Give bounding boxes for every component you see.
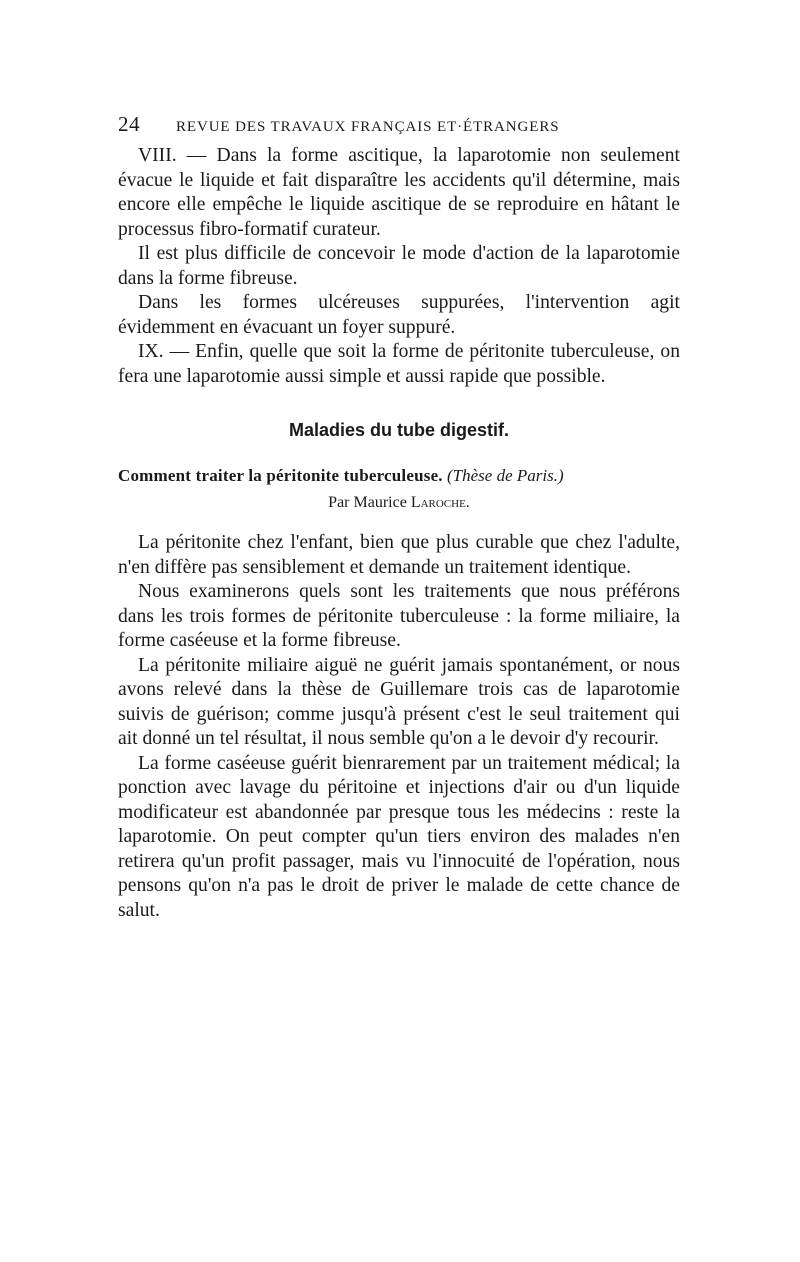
paragraph-child-peritonitis: La péritonite chez l'enfant, bien que plus curable que chez l'adulte, n'en diffère pas sensiblement et demande un traitement identique. [118,532,680,578]
author-name: Laroche. [410,494,470,511]
paragraph-three-forms: Nous examinerons quels sont les traitements que nous préférons dans les trois formes de péritonite tuberculeuse : la forme miliaire, la forme caséeuse et la forme fibreuse. [118,581,680,651]
running-title: REVUE DES TRAVAUX FRANÇAIS ET·ÉTRANGERS [176,119,560,135]
paragraph-ulcerous-forms: Dans les formes ulcéreuses suppurées, l'intervention agit évidemment en évacuant un foyer suppuré. [118,292,680,338]
paragraph-ix-conclusion: IX. — Enfin, quelle que soit la forme de péritonite tuberculeuse, on fera une laparotomie aussi simple et aussi rapide que possible. [118,341,680,387]
paragraph-fibrous-form: Il est plus difficile de concevoir le mode d'action de la laparotomie dans la forme fibreuse. [118,243,680,289]
article-title [118,465,680,487]
paragraph-miliary-form: La péritonite miliaire aiguë ne guérit jamais spontanément, or nous avons relevé dans la thèse de Guillemare trois cas de laparotomie suivis de guérison; comme jusqu'à présent c'est le seul traitement qui ait donné un tel résultat, il nous semble qu'on a le devoir d'y recourir. [118,654,680,749]
page-number: 24 [118,112,141,136]
book-page [118,112,680,923]
article-source: (Thèse de Paris.) [447,466,564,485]
article-heading: Comment traiter la péritonite tuberculeuse. [118,466,443,485]
section-title: Maladies du tube digestif. [288,420,510,440]
running-header [118,112,680,144]
byline-prefix: Par Maurice [328,494,407,511]
paragraph-caseous-form: La forme caséeuse guérit bienrarement par un traitement médical; la ponction avec lavage du péritoine et injections d'air ou d'un liquide modificateur est abandonnée par presque tous les médecins : reste la laparotomie. On peut compter qu'un tiers environ des malades n'en retirera qu'un profit passager, mais vu l'innocuité de l'opération, nous pensons qu'on n'a pas le droit de priver le malade de cette chance de salut. [118,752,680,921]
article-byline [118,493,680,513]
paragraph-viii-ascitic-form: VIII. — Dans la forme ascitique, la laparotomie non seulement évacue le liquide et fait disparaître les accidents qu'il détermine, mais encore elle empêche le liquide ascitique de se reproduire en hâtant le processus fibro-formatif curateur. [118,145,680,240]
